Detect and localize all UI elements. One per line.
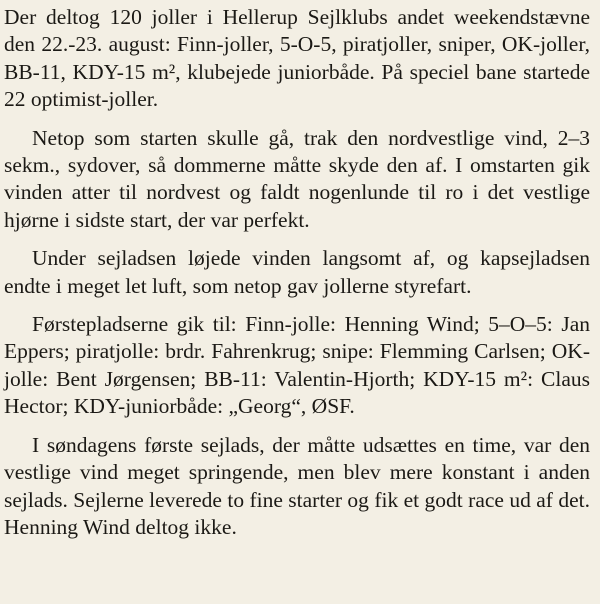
- paragraph-wind-dropped: Under sejladsen løjede vinden langsomt af, og kapsejladsen endte i meget let luft, som netop gav jollerne styrefart.: [4, 246, 590, 298]
- paragraph-sunday: I søndagens første sejlads, der måtte udsættes en time, var den vestlige vind meget springende, men blev mere konstant i anden sejlads. Sejlerne leverede to fine starter og fik et godt race ud af det. Henning Wind deltog ikke.: [4, 432, 590, 539]
- paragraph-entries: Der deltog 120 joller i Hellerup Sejlklubs andet weekendstævne den 22.-23. august: Finn-joller, 5-O-5, piratjoller, sniper, OK-joller, BB-11, KDY-15 m², klubejede juniorbåde. På speciel bane startede 22 optimist-joller.: [4, 5, 590, 112]
- paragraph-restart: Netop som starten skulle gå, trak den nordvestlige vind, 2–3 sekm., sydover, så dommerne måtte skyde den af. I omstarten gik vinden atter til nordvest og faldt nogenlunde til ro i det vestlige hjørne i sidste start, der var perfekt.: [4, 125, 590, 232]
- paragraph-winners: Førstepladserne gik til: Finn-jolle: Henning Wind; 5–O–5: Jan Eppers; piratjolle: brdr. Fahrenkrug; snipe: Flemming Carlsen; OK-jolle: Bent Jørgensen; BB-11: Valentin-Hjorth; KDY-15 m²: Claus Hector; KDY-juniorbåde: „Georg“, ØSF.: [4, 312, 590, 419]
